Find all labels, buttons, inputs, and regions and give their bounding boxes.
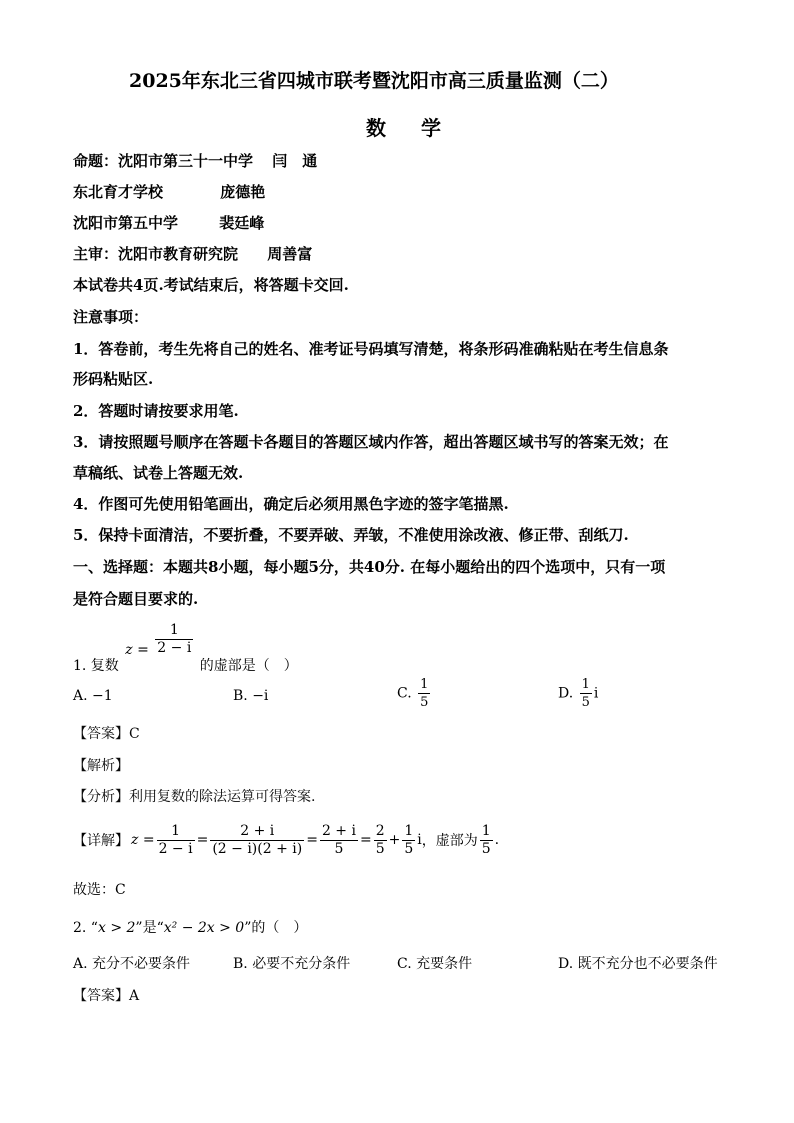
q1-option-d-num: 1: [581, 677, 590, 692]
q1-detail-frac-4-den: 5: [375, 840, 385, 857]
q1-option-d-den: 5: [581, 695, 590, 710]
author-3-name: 裴廷峰: [219, 214, 265, 232]
q1-detail-frac-2: [210, 823, 304, 858]
q1-detail-frac-1: [157, 823, 195, 858]
q1-answer: [73, 723, 140, 743]
q1-choose: 故选：C: [73, 882, 126, 898]
q1-suffix: 的虚部是（ ）: [199, 657, 298, 674]
q1-option-d-label: D.: [558, 685, 574, 702]
q1-detail-eq-1: =: [196, 832, 209, 848]
q2-option-d: D. 既不充分也不必要条件: [558, 956, 718, 972]
notice-heading: 注意事项：: [73, 308, 149, 326]
q1-detail-imag-text: ，虚部为: [421, 833, 478, 849]
question-2-stem: [73, 917, 307, 937]
q1-detail-frac-2-num: 2 + i: [240, 822, 275, 839]
q1-detail-frac-5-num: 1: [404, 822, 414, 839]
q1-detail-eq-2: =: [306, 832, 318, 848]
q1-detail-plus: +: [388, 832, 401, 848]
q1-detail-frac-5-den: 5: [404, 840, 414, 857]
q1-detail-frac-3-den: 5: [320, 840, 358, 858]
q1-detail-frac-3: [320, 823, 358, 858]
q1-fraction-denominator: 2 − i: [157, 640, 192, 656]
q1-option-d-fraction: [580, 676, 592, 711]
q2-condition-1: x > 2: [97, 920, 136, 936]
q1-detail-frac-5: [402, 823, 415, 858]
notice-item-1b: 形码粘贴区.: [73, 370, 154, 388]
author-line-4: [73, 243, 312, 264]
q1-fenxi: [73, 786, 315, 806]
q1-detail: [73, 817, 499, 863]
author-2-school: 东北育才学校: [73, 183, 164, 201]
author-line-2: [73, 181, 265, 202]
q1-option-a: A. −1: [73, 688, 113, 704]
q1-answer-value: C: [129, 726, 140, 742]
q1-prefix: 1. 复数: [73, 657, 119, 674]
notice-item-3b: 草稿纸、试卷上答题无效.: [73, 464, 244, 482]
q1-detail-frac-4-num: 2: [375, 822, 385, 839]
q1-option-c: [397, 676, 432, 711]
author-line-1: [73, 150, 317, 171]
q2-answer-tag: 【答案】: [73, 988, 129, 1004]
q2-option-c: C. 充要条件: [397, 956, 473, 972]
q2-stem-c: ”的（ ）: [244, 920, 308, 936]
q1-option-c-den: 5: [420, 695, 429, 710]
author-1-name: 闫 通: [272, 152, 318, 170]
q1-option-b: B. −i: [233, 688, 269, 704]
q1-detail-frac-1-den: 2 − i: [158, 840, 193, 857]
q1-option-c-num: 1: [420, 677, 429, 692]
q1-detail-frac-2-den: (2 − i)(2 + i): [212, 840, 303, 857]
q1-fenxi-text: 利用复数的除法运算可得答案.: [129, 789, 316, 805]
subject-heading: 数 学: [366, 116, 455, 140]
section-1-line-1: 一、选择题：本题共8小题，每小题5分，共40分. 在每小题给出的四个选项中，只有一项: [73, 558, 666, 576]
q1-fraction-numerator: 1: [169, 622, 179, 638]
q2-option-b: B. 必要不充分条件: [233, 956, 351, 972]
q1-detail-frac-6-num: 1: [481, 822, 491, 839]
author-3-school: 沈阳市第五中学: [73, 214, 179, 232]
author-4-name: 周善富: [267, 245, 313, 263]
author-line-3: [73, 212, 264, 233]
notice-item-4: 4．作图可先使用铅笔画出，确定后必须用黑色字迹的签字笔描黑.: [73, 495, 509, 513]
author-1-label: 命题：沈阳市第三十一中学: [73, 152, 254, 170]
q1-detail-frac-6: [480, 823, 493, 858]
q1-fraction: [155, 622, 193, 657]
q1-fenxi-tag: 【分析】: [73, 789, 129, 805]
q1-detail-frac-4: [374, 823, 387, 858]
q1-z-eq: z =: [125, 641, 149, 658]
notice-item-2: 2．答题时请按要求用笔.: [73, 402, 239, 420]
q2-stem-b: ”是“: [135, 920, 164, 936]
author-2-name: 庞德艳: [220, 183, 266, 201]
q1-option-d: [558, 676, 598, 711]
q1-detail-frac-6-den: 5: [481, 840, 491, 857]
q1-detail-end: .: [494, 832, 500, 848]
q1-answer-tag: 【答案】: [73, 726, 129, 742]
section-1-line-2: 是符合题目要求的.: [73, 590, 199, 608]
question-1-stem: [73, 622, 298, 674]
q2-answer: [73, 985, 139, 1005]
notice-item-5: 5．保持卡面清洁，不要折叠，不要弄破、弄皱，不准使用涂改液、修正带、刮纸刀.: [73, 526, 629, 544]
author-4-label: 主审：沈阳市教育研究院: [73, 245, 239, 263]
notice-item-1a: 1．答卷前，考生先将自己的姓名、准考证号码填写清楚，将条形码准确粘贴在考生信息条: [73, 340, 669, 358]
q1-detail-tag: 【详解】: [73, 833, 129, 849]
q1-detail-z: z =: [131, 832, 155, 848]
exam-title: 2025年东北三省四城市联考暨沈阳市高三质量监测（二）: [129, 70, 619, 92]
q2-condition-2: x² − 2x > 0: [163, 920, 245, 936]
q1-detail-eq-3: =: [359, 832, 372, 848]
q1-detail-frac-1-num: 1: [171, 822, 181, 839]
exam-intro: 本试卷共4页.考试结束后，将答题卡交回.: [73, 276, 349, 294]
q2-stem-a: 2. “: [73, 920, 98, 936]
q1-detail-frac-3-num: 2 + i: [321, 822, 356, 839]
q1-detail-i: i: [417, 832, 422, 848]
notice-item-3a: 3．请按照题号顺序在答题卡各题目的答题区域内作答，超出答题区域书写的答案无效；在: [73, 433, 669, 451]
q1-option-d-suffix: i: [593, 685, 599, 702]
q1-option-c-fraction: [418, 676, 430, 711]
q1-option-c-label: C.: [397, 685, 412, 702]
q2-option-a: A. 充分不必要条件: [73, 956, 191, 972]
q1-analysis-tag: 【解析】: [73, 758, 129, 774]
q2-answer-value: A: [129, 988, 140, 1004]
